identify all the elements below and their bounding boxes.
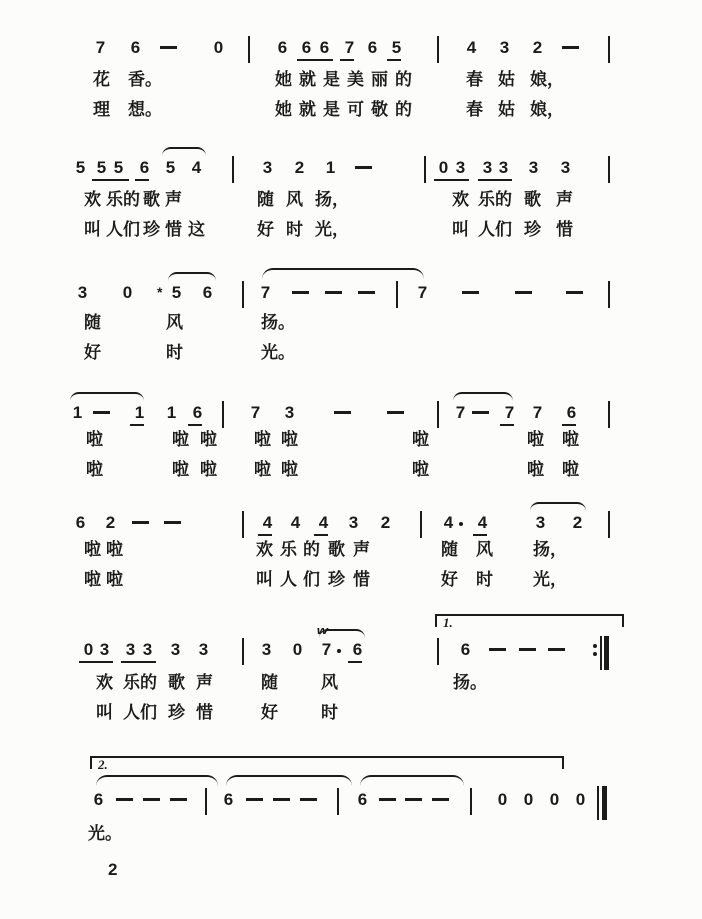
lyric-char: 啦	[281, 430, 298, 449]
beam-underline	[562, 424, 576, 426]
lyric-char: 风	[286, 190, 303, 209]
lyric-char: 扬，	[533, 540, 567, 559]
note-digit: 7	[321, 640, 332, 659]
note-digit: 7	[417, 283, 428, 302]
note-digit: 2	[294, 158, 305, 177]
note-digit: 6	[357, 790, 368, 809]
slur	[96, 775, 218, 790]
note-digit: 6	[367, 38, 378, 57]
repeat-bar	[604, 636, 609, 670]
lyric-char: 啦	[172, 460, 189, 479]
lyric-char: 可	[347, 100, 364, 119]
lyric-char: 好	[84, 343, 101, 362]
note-digit: 2	[532, 38, 543, 57]
lyric-char: 随	[441, 540, 458, 559]
note-digit: 3	[170, 640, 181, 659]
final-bar	[597, 786, 599, 820]
dash-line	[116, 798, 133, 801]
lyric-char: 啦	[200, 430, 217, 449]
lyric-char: 时	[321, 703, 338, 722]
slur	[530, 502, 586, 513]
lyric-char: 欢	[96, 673, 113, 692]
lyric-char: 美	[347, 70, 364, 89]
lyric-char: 歌	[143, 190, 160, 209]
note-digit: 4	[262, 513, 273, 532]
barline	[608, 511, 610, 538]
lyric-char: 人	[106, 220, 123, 239]
lyric-char: 人	[478, 220, 495, 239]
barline	[437, 36, 439, 63]
note-digit: 4	[477, 513, 488, 532]
beam-underline	[130, 424, 144, 426]
dash-line	[164, 521, 181, 524]
dash-line	[379, 798, 396, 801]
lyric-char: 想。	[128, 100, 162, 119]
note-digit: 6	[301, 38, 312, 57]
barline	[437, 638, 439, 665]
note-digit: 6	[192, 403, 203, 422]
trill-mark: w	[316, 625, 328, 637]
note-digit: 6	[460, 640, 471, 659]
slur	[168, 272, 216, 283]
dash-line	[472, 411, 489, 414]
slur	[453, 392, 513, 403]
barline	[470, 788, 472, 815]
barline	[608, 401, 610, 428]
lyric-char: 乐	[106, 190, 123, 209]
note-digit: 5	[391, 38, 402, 57]
lyric-char: 理	[93, 100, 110, 119]
lyric-char: 珍	[328, 570, 345, 589]
note-digit: 7	[532, 403, 543, 422]
note-digit: 7	[455, 403, 466, 422]
page-number: 2	[108, 860, 118, 879]
lyric-char: 声	[556, 190, 573, 209]
dash-line	[405, 798, 422, 801]
note-digit: 3	[482, 158, 493, 177]
note-digit: 3	[142, 640, 153, 659]
barline	[608, 156, 610, 183]
lyric-char: 声	[165, 190, 182, 209]
lyric-char: 们	[495, 220, 512, 239]
dash-line	[566, 291, 583, 294]
note-digit: 3	[99, 640, 110, 659]
beam-underline	[340, 59, 354, 61]
note-digit: 3	[262, 158, 273, 177]
dash-line	[143, 798, 160, 801]
note-digit: 1	[325, 158, 336, 177]
lyric-char: 的	[395, 70, 412, 89]
lyric-char: 啦	[84, 540, 101, 559]
dash-line	[325, 291, 342, 294]
lyric-char: 风	[166, 313, 183, 332]
lyric-char: 珍	[168, 703, 185, 722]
lyric-char: 的	[140, 673, 157, 692]
lyric-char: 啦	[281, 460, 298, 479]
volta-label: 2.	[98, 757, 108, 772]
final-bar	[602, 786, 607, 820]
lyric-char: 歌	[328, 540, 345, 559]
dash-line	[246, 798, 263, 801]
beam-underline	[121, 661, 156, 663]
lyric-char: 花	[93, 70, 110, 89]
lyric-char: 春	[466, 100, 483, 119]
barline	[424, 156, 426, 183]
lyric-char: 姑	[498, 100, 515, 119]
lyric-char: 娘，	[530, 100, 564, 119]
beam-underline	[79, 661, 113, 663]
dash-line	[515, 291, 532, 294]
beam-underline	[258, 534, 272, 536]
barline	[242, 511, 244, 538]
note-digit: 3	[498, 158, 509, 177]
lyric-char: 叫	[96, 703, 113, 722]
lyric-char: 风	[476, 540, 493, 559]
barline	[205, 788, 207, 815]
lyric-char: 声	[196, 673, 213, 692]
slur	[360, 775, 464, 790]
note-digit: 6	[566, 403, 577, 422]
lyric-char: 珍	[143, 220, 160, 239]
beam-underline	[348, 661, 362, 663]
note-digit: 4	[318, 513, 329, 532]
note-digit: 0	[292, 640, 303, 659]
dash-line	[358, 291, 375, 294]
note-digit: 1	[134, 403, 145, 422]
slur	[226, 775, 352, 790]
lyric-char: 啦	[527, 460, 544, 479]
lyric-char: 歌	[168, 673, 185, 692]
beam-underline	[387, 59, 401, 61]
slur	[262, 268, 424, 283]
note-digit: 6	[202, 283, 213, 302]
barline	[608, 36, 610, 63]
lyric-char: 随	[261, 673, 278, 692]
note-digit: 1	[166, 403, 177, 422]
lyric-char: 她	[275, 100, 292, 119]
note-digit: 6	[130, 38, 141, 57]
note-digit: 6	[319, 38, 330, 57]
note-digit: 0	[523, 790, 534, 809]
lyric-char: 好	[441, 570, 458, 589]
lyric-char: 啦	[527, 430, 544, 449]
lyric-char: 光，	[315, 220, 349, 239]
note-digit: 5	[113, 158, 124, 177]
beam-underline	[92, 179, 129, 181]
note-digit: 3	[455, 158, 466, 177]
dash-line	[93, 411, 110, 414]
note-digit: 5	[75, 158, 86, 177]
note-digit: 6	[277, 38, 288, 57]
note-digit: 6	[139, 158, 150, 177]
barline	[420, 511, 422, 538]
note-digit: 7	[504, 403, 515, 422]
lyric-char: 的	[395, 100, 412, 119]
lyric-char: 好	[257, 220, 274, 239]
lyric-char: 惜	[196, 703, 213, 722]
lyric-char: 叫	[256, 570, 273, 589]
note-digit: 5	[171, 283, 182, 302]
note-digit: 6	[75, 513, 86, 532]
slur	[319, 629, 365, 640]
lyric-char: 人	[123, 703, 140, 722]
lyric-char: 敬	[371, 100, 388, 119]
note-digit: 3	[499, 38, 510, 57]
dash-line	[132, 521, 149, 524]
dash-line	[334, 411, 351, 414]
lyric-char: 们	[123, 220, 140, 239]
beam-underline	[188, 424, 202, 426]
lyric-char: 珍	[524, 220, 541, 239]
lyric-char: 是	[323, 70, 340, 89]
lyric-char: 欢	[452, 190, 469, 209]
lyric-char: 时	[476, 570, 493, 589]
repeat-bar	[600, 636, 602, 670]
note-digit: 5	[165, 158, 176, 177]
beam-underline	[478, 179, 512, 181]
note-digit: 3	[125, 640, 136, 659]
note-digit: 2	[105, 513, 116, 532]
lyric-char: 啦	[412, 460, 429, 479]
repeat-dot	[593, 644, 597, 648]
lyric-char: 人	[280, 570, 297, 589]
barline	[242, 281, 244, 308]
lyric-char: 啦	[86, 460, 103, 479]
volta-label: 1.	[443, 615, 453, 630]
note-digit: 3	[284, 403, 295, 422]
note-digit: 5	[96, 158, 107, 177]
lyric-char: 乐	[123, 673, 140, 692]
beam-underline	[314, 534, 328, 536]
barline	[232, 156, 234, 183]
lyric-char: 的	[123, 190, 140, 209]
lyric-char: 随	[84, 313, 101, 332]
dash-line	[489, 648, 506, 651]
note-digit: 4	[443, 513, 454, 532]
augmentation-dot	[459, 522, 463, 526]
lyric-char: 扬。	[261, 313, 295, 332]
lyric-char: 扬。	[453, 673, 487, 692]
dash-line	[519, 648, 536, 651]
lyric-char: 乐	[478, 190, 495, 209]
lyric-char: 啦	[106, 540, 123, 559]
dash-line	[273, 798, 290, 801]
lyric-char: 欢	[84, 190, 101, 209]
note-digit: 3	[261, 640, 272, 659]
slur	[162, 147, 206, 158]
lyric-char: 们	[140, 703, 157, 722]
beam-underline	[434, 179, 469, 181]
lyric-char: 时	[166, 343, 183, 362]
note-digit: 0	[83, 640, 94, 659]
note-digit: 4	[290, 513, 301, 532]
lyric-char: 时	[286, 220, 303, 239]
note-digit: 3	[560, 158, 571, 177]
lyric-char: 好	[261, 703, 278, 722]
augmentation-dot	[337, 649, 341, 653]
dash-line	[160, 46, 177, 49]
lyric-char: 光。	[261, 343, 295, 362]
lyric-char: 欢	[256, 540, 273, 559]
slur	[70, 392, 144, 403]
dash-line	[432, 798, 449, 801]
note-digit: 6	[352, 640, 363, 659]
note-digit: 3	[535, 513, 546, 532]
barline	[248, 36, 250, 63]
sharp-sign: *	[157, 284, 163, 300]
lyric-char: 的	[495, 190, 512, 209]
dash-line	[548, 648, 565, 651]
lyric-char: 光。	[88, 824, 122, 843]
volta-bracket	[435, 614, 624, 627]
barline	[608, 281, 610, 308]
lyric-char: 歌	[524, 190, 541, 209]
lyric-char: 丽	[371, 70, 388, 89]
repeat-dot	[593, 652, 597, 656]
lyric-char: 就	[299, 100, 316, 119]
lyric-char: 啦	[86, 430, 103, 449]
dash-line	[300, 798, 317, 801]
lyric-char: 惜	[165, 220, 182, 239]
lyric-char: 啦	[254, 430, 271, 449]
lyric-char: 娘，	[530, 70, 564, 89]
note-digit: 2	[572, 513, 583, 532]
lyric-char: 是	[323, 100, 340, 119]
lyric-char: 啦	[84, 570, 101, 589]
note-digit: 1	[72, 403, 83, 422]
lyric-char: 光，	[533, 570, 567, 589]
lyric-char: 随	[257, 190, 274, 209]
note-digit: 0	[549, 790, 560, 809]
note-digit: 0	[213, 38, 224, 57]
note-digit: 7	[344, 38, 355, 57]
note-digit: 7	[260, 283, 271, 302]
lyric-char: 扬，	[315, 190, 349, 209]
barline	[337, 788, 339, 815]
lyric-char: 春	[466, 70, 483, 89]
lyric-char: 叫	[84, 220, 101, 239]
note-digit: 2	[380, 513, 391, 532]
note-digit: 4	[191, 158, 202, 177]
note-digit: 4	[466, 38, 477, 57]
lyric-char: 就	[299, 70, 316, 89]
lyric-char: 们	[303, 570, 320, 589]
dash-line	[387, 411, 404, 414]
lyric-char: 啦	[562, 460, 579, 479]
dash-line	[355, 166, 372, 169]
lyric-char: 啦	[562, 430, 579, 449]
note-digit: 7	[95, 38, 106, 57]
barline	[242, 638, 244, 665]
volta-bracket	[90, 756, 564, 769]
note-digit: 3	[77, 283, 88, 302]
note-digit: 3	[348, 513, 359, 532]
lyric-char: 乐	[280, 540, 297, 559]
lyric-char: 叫	[452, 220, 469, 239]
dash-line	[292, 291, 309, 294]
beam-underline	[473, 534, 487, 536]
dash-line	[562, 46, 579, 49]
note-digit: 0	[122, 283, 133, 302]
note-digit: 7	[250, 403, 261, 422]
lyric-char: 啦	[254, 460, 271, 479]
lyric-char: 惜	[353, 570, 370, 589]
note-digit: 6	[223, 790, 234, 809]
dash-line	[462, 291, 479, 294]
barline	[396, 281, 398, 308]
note-digit: 6	[93, 790, 104, 809]
lyric-char: 啦	[106, 570, 123, 589]
note-digit: 3	[528, 158, 539, 177]
lyric-char: 啦	[412, 430, 429, 449]
lyric-char: 惜	[556, 220, 573, 239]
barline	[222, 401, 224, 428]
lyric-char: 姑	[498, 70, 515, 89]
lyric-char: 啦	[172, 430, 189, 449]
beam-underline	[500, 424, 514, 426]
lyric-char: 声	[353, 540, 370, 559]
barline	[437, 401, 439, 428]
beam-underline	[135, 179, 149, 181]
note-digit: 0	[575, 790, 586, 809]
dash-line	[170, 798, 187, 801]
note-digit: 3	[198, 640, 209, 659]
lyric-char: 啦	[200, 460, 217, 479]
lyric-char: 风	[321, 673, 338, 692]
note-digit: 0	[438, 158, 449, 177]
note-digit: 0	[497, 790, 508, 809]
lyric-char: 这	[188, 220, 205, 239]
lyric-char: 她	[275, 70, 292, 89]
lyric-char: 的	[303, 540, 320, 559]
lyric-char: 香。	[128, 70, 162, 89]
beam-underline	[297, 59, 333, 61]
